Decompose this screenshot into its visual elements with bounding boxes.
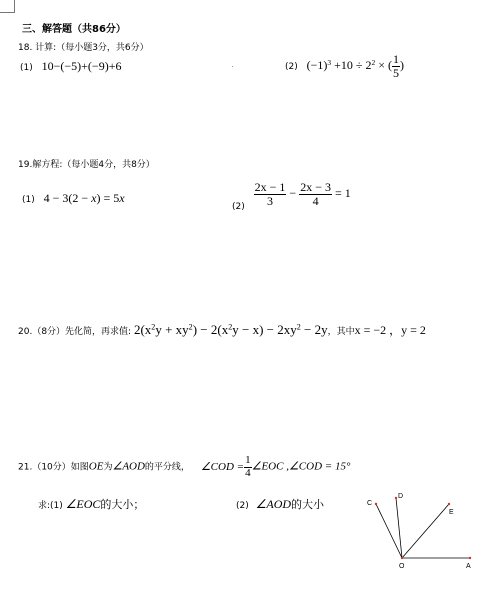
q19-fraction-2: $\frac{2x - 3}{4}$ [300,180,331,208]
q21-ask1-angle: ∠EOC [65,497,101,511]
ray-oc [376,504,402,558]
point-d [395,497,397,499]
point-e [448,503,450,505]
q21-statement: 21.（10分）如图OE为∠AOD的平分线， ∠COD = $\frac{1}{4}$ ∠EOC ,∠COD = 15° [18,454,351,479]
section-heading: 三、解答题（共86分） [22,24,126,35]
label-o: O [399,563,405,570]
q21-aod: ∠AOD [112,460,145,473]
label-c: C [367,500,373,507]
q19-fraction-1: $\frac{2x - 1}{3}$ [254,180,286,208]
q18-part2-label: (2) [285,61,298,72]
q21-oe: OE [88,460,104,473]
point-a [469,557,471,559]
q18-part1 [20,59,121,74]
q20-condition: x = −2 ，y = 2 [354,323,426,337]
q19-header: 19.解方程:（每小题4分，共8分） [18,160,155,170]
q20-prefix: 20.（8分）先化简，再求值: [18,327,132,337]
q21-ask2-angle: ∠AOD [255,497,292,511]
q19-part2 [232,180,351,212]
page-corner-mark [0,0,15,13]
label-a: A [466,563,471,570]
angle-figure [360,488,482,572]
q21-ask1: 求:(1) ∠EOC的大小； [38,497,145,511]
q19-part1-label: (1) [22,195,35,205]
q18-part1-label: (1) [20,63,33,73]
q21-eoc-part: ∠EOC ,∠COD = 15° [251,460,351,473]
q19-part2-label: (2) [232,201,245,212]
q18-header: 18. 计算:（每小题3分，共6分） [18,43,149,53]
point-o [401,557,403,559]
q21-fraction: $\frac{1}{4}$ [245,454,251,479]
q19-part1 [22,191,125,206]
label-d: D [398,493,404,500]
q21-cod-lhs: ∠COD = [200,460,245,473]
q20-condition-label: ，其中 [327,327,355,337]
q19-part2-equation: $\frac{2x - 1}{3}$ − $\frac{2x - 3}{4}$ = 1 [254,180,351,208]
q18-part2-expression: $(-1)^3 +10 \div 2^2$ × ( $\frac{1}{5}$ ) [306,52,404,80]
q18-part2 [285,53,404,79]
label-e: E [449,509,454,516]
q18-fraction: $\frac{1}{5}$ [392,52,399,80]
q21-prefix: 21.（10分）如图 [18,462,89,473]
stray-dot [232,66,233,67]
q21-ask2: (2) ∠AOD的大小 [236,497,325,511]
q18-part1-expression: 10−(−5)+(−9)+6 [41,59,122,73]
q20 [18,321,426,338]
q19-part1-equation: 4 − 3(2 − x) = 5x [43,191,125,205]
point-c [375,503,377,505]
ray-oe [402,504,449,558]
q20-expression: $2(x^2y + xy^2) - 2(x^2y - x) - 2xy^2 - 2y$ [133,322,328,337]
ray-od [396,498,402,558]
